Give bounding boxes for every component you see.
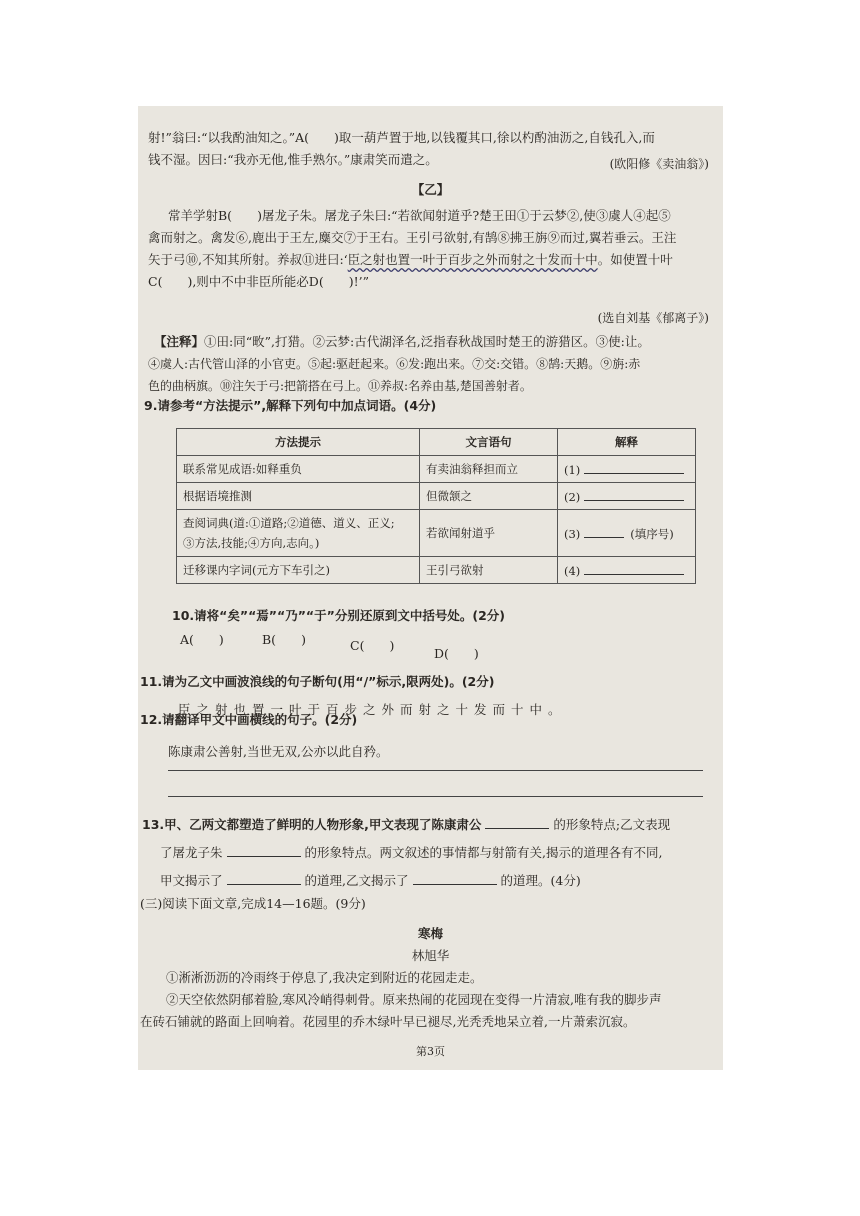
answer-line[interactable] <box>168 770 703 771</box>
method-cell: 查阅词典(道:①道路;②道德、道义、正义; ③方法,技能;④方向,志向。) <box>177 510 420 557</box>
answer-cell[interactable]: (4) <box>558 557 696 584</box>
sentence-cell: 若欲闻射道乎 <box>420 510 558 557</box>
passage-yi-line: 禽而射之。禽发⑥,鹿出于王左,麋交⑦于王右。王引弓欲射,有鹄⑧拂王旃⑨而过,翼若垂云。王注 <box>148 230 677 245</box>
passage-yi-line: 矢于弓⑩,不知其所射。养叔⑪进曰:‘臣之射也置一叶于百步之外而射之十发而十中。如使置十叶 <box>148 252 673 267</box>
question-9: 9.请参考“方法提示”,解释下列句中加点词语。(4分) <box>144 398 437 413</box>
answer-cell[interactable]: (3) (填序号) <box>558 510 696 557</box>
notes-label: 【注释】 <box>154 334 205 349</box>
notes-line: ④虞人:古代管山泽的小官吏。⑤起:驱赶起来。⑥发:跑出来。⑦交:交错。⑧鹄:天鹅。⑨旃:赤 <box>148 357 641 371</box>
q12-sentence: 陈康肃公善射,当世无双,公亦以此自矜。 <box>168 744 389 759</box>
method-cell: 联系常见成语:如释重负 <box>177 456 420 483</box>
table-row <box>177 510 696 557</box>
question-13-line: 13.甲、乙两文都塑造了鲜明的人物形象,甲文表现了陈康肃公 的形象特点;乙文表现 <box>142 817 671 832</box>
answer-cell[interactable]: (2) <box>558 483 696 510</box>
sentence-cell: 但微颔之 <box>420 483 558 510</box>
passage-jia-line: 钱不湿。因曰:“我亦无他,惟手熟尔。”康肃笑而遣之。 <box>148 152 438 167</box>
sentence-cell: 王引弓欲射 <box>420 557 558 584</box>
q11-sentence[interactable]: 臣之射也置一叶于百步之外而射之十发而十中。 <box>178 702 567 717</box>
table-header: 文言语句 <box>420 429 558 456</box>
essay-paragraph: ②天空依然阴郁着脸,寒风冷峭得刺骨。原来热闹的花园现在变得一片清寂,唯有我的脚步声 <box>166 992 662 1007</box>
essay-author: 林旭华 <box>411 948 450 963</box>
table-row <box>177 557 696 584</box>
passage-yi-line: C( ),则中不中非臣所能必D( )!’” <box>148 274 369 289</box>
question-12: 12.请翻译甲文中画横线的句子。(2分) <box>140 712 358 727</box>
q10-blank-a[interactable]: A( ) <box>180 632 224 647</box>
q10-blank-c[interactable]: C( ) <box>350 638 395 653</box>
q10-blank-d[interactable]: D( ) <box>434 646 479 661</box>
notes-line: 色的曲柄旗。⑩注矢于弓:把箭搭在弓上。⑪养叔:名养由基,楚国善射者。 <box>148 379 532 393</box>
answer-line[interactable] <box>168 796 703 797</box>
method-table <box>176 428 696 584</box>
table-header: 方法提示 <box>177 429 420 456</box>
table-header-row <box>177 429 696 456</box>
question-11: 11.请为乙文中画波浪线的句子断句(用“/”标示,限两处)。(2分) <box>140 674 495 689</box>
q13-blank-1[interactable] <box>485 816 549 829</box>
passage-yi-source: (选自刘基《郁离子》) <box>597 311 709 325</box>
page-number: 第3页 <box>416 1045 445 1058</box>
exam-page <box>138 106 723 1070</box>
method-cell: 迁移课内字词(元方下车引之) <box>177 557 420 584</box>
question-13-line: 了屠龙子朱 的形象特点。两文叙述的事情都与射箭有关,揭示的道理各有不同, <box>160 845 663 860</box>
q13-blank-3[interactable] <box>227 872 301 885</box>
table-header: 解释 <box>558 429 696 456</box>
section-3-heading: (三)阅读下面文章,完成14—16题。(9分) <box>140 896 366 911</box>
answer-cell[interactable]: (1) <box>558 456 696 483</box>
passage-jia-line: 射!”翁曰:“以我酌油知之。”A( )取一葫芦置于地,以钱覆其口,徐以杓酌油沥之,自钱孔入,而 <box>148 130 655 145</box>
essay-title: 寒梅 <box>417 926 443 941</box>
sentence-cell: 有卖油翁释担而立 <box>420 456 558 483</box>
q13-blank-2[interactable] <box>227 844 301 857</box>
passage-jia-source: (欧阳修《卖油翁》) <box>609 157 709 171</box>
method-cell: 根据语境推测 <box>177 483 420 510</box>
essay-paragraph: 在砖石铺就的路面上回响着。花园里的乔木绿叶早已褪尽,光秃秃地呆立着,一片萧索沉寂。 <box>140 1014 636 1029</box>
passage-yi-line: 常羊学射B( )屠龙子朱。屠龙子朱曰:“若欲闻射道乎?楚王田①于云梦②,使③虞人④起⑤ <box>168 208 671 223</box>
passage-yi-title: 【乙】 <box>411 182 450 197</box>
table-row <box>177 456 696 483</box>
notes-line: 【注释】①田:同“畋”,打猎。②云梦:古代湖泽名,泛指春秋战国时楚王的游猎区。③使:让。 <box>154 334 650 349</box>
table-row <box>177 483 696 510</box>
wavy-underlined-sentence: 臣之射也置一叶于百步之外而射之十发而十中 <box>347 252 598 267</box>
question-13-line: 甲文揭示了 的道理,乙文揭示了 的道理。(4分) <box>160 873 581 888</box>
question-10: 10.请将“矣”“焉”“乃”“于”分别还原到文中括号处。(2分) <box>172 608 505 623</box>
q10-blank-b[interactable]: B( ) <box>262 632 306 647</box>
essay-paragraph: ①淅淅沥沥的冷雨终于停息了,我决定到附近的花园走走。 <box>166 970 483 985</box>
q13-blank-4[interactable] <box>413 872 497 885</box>
